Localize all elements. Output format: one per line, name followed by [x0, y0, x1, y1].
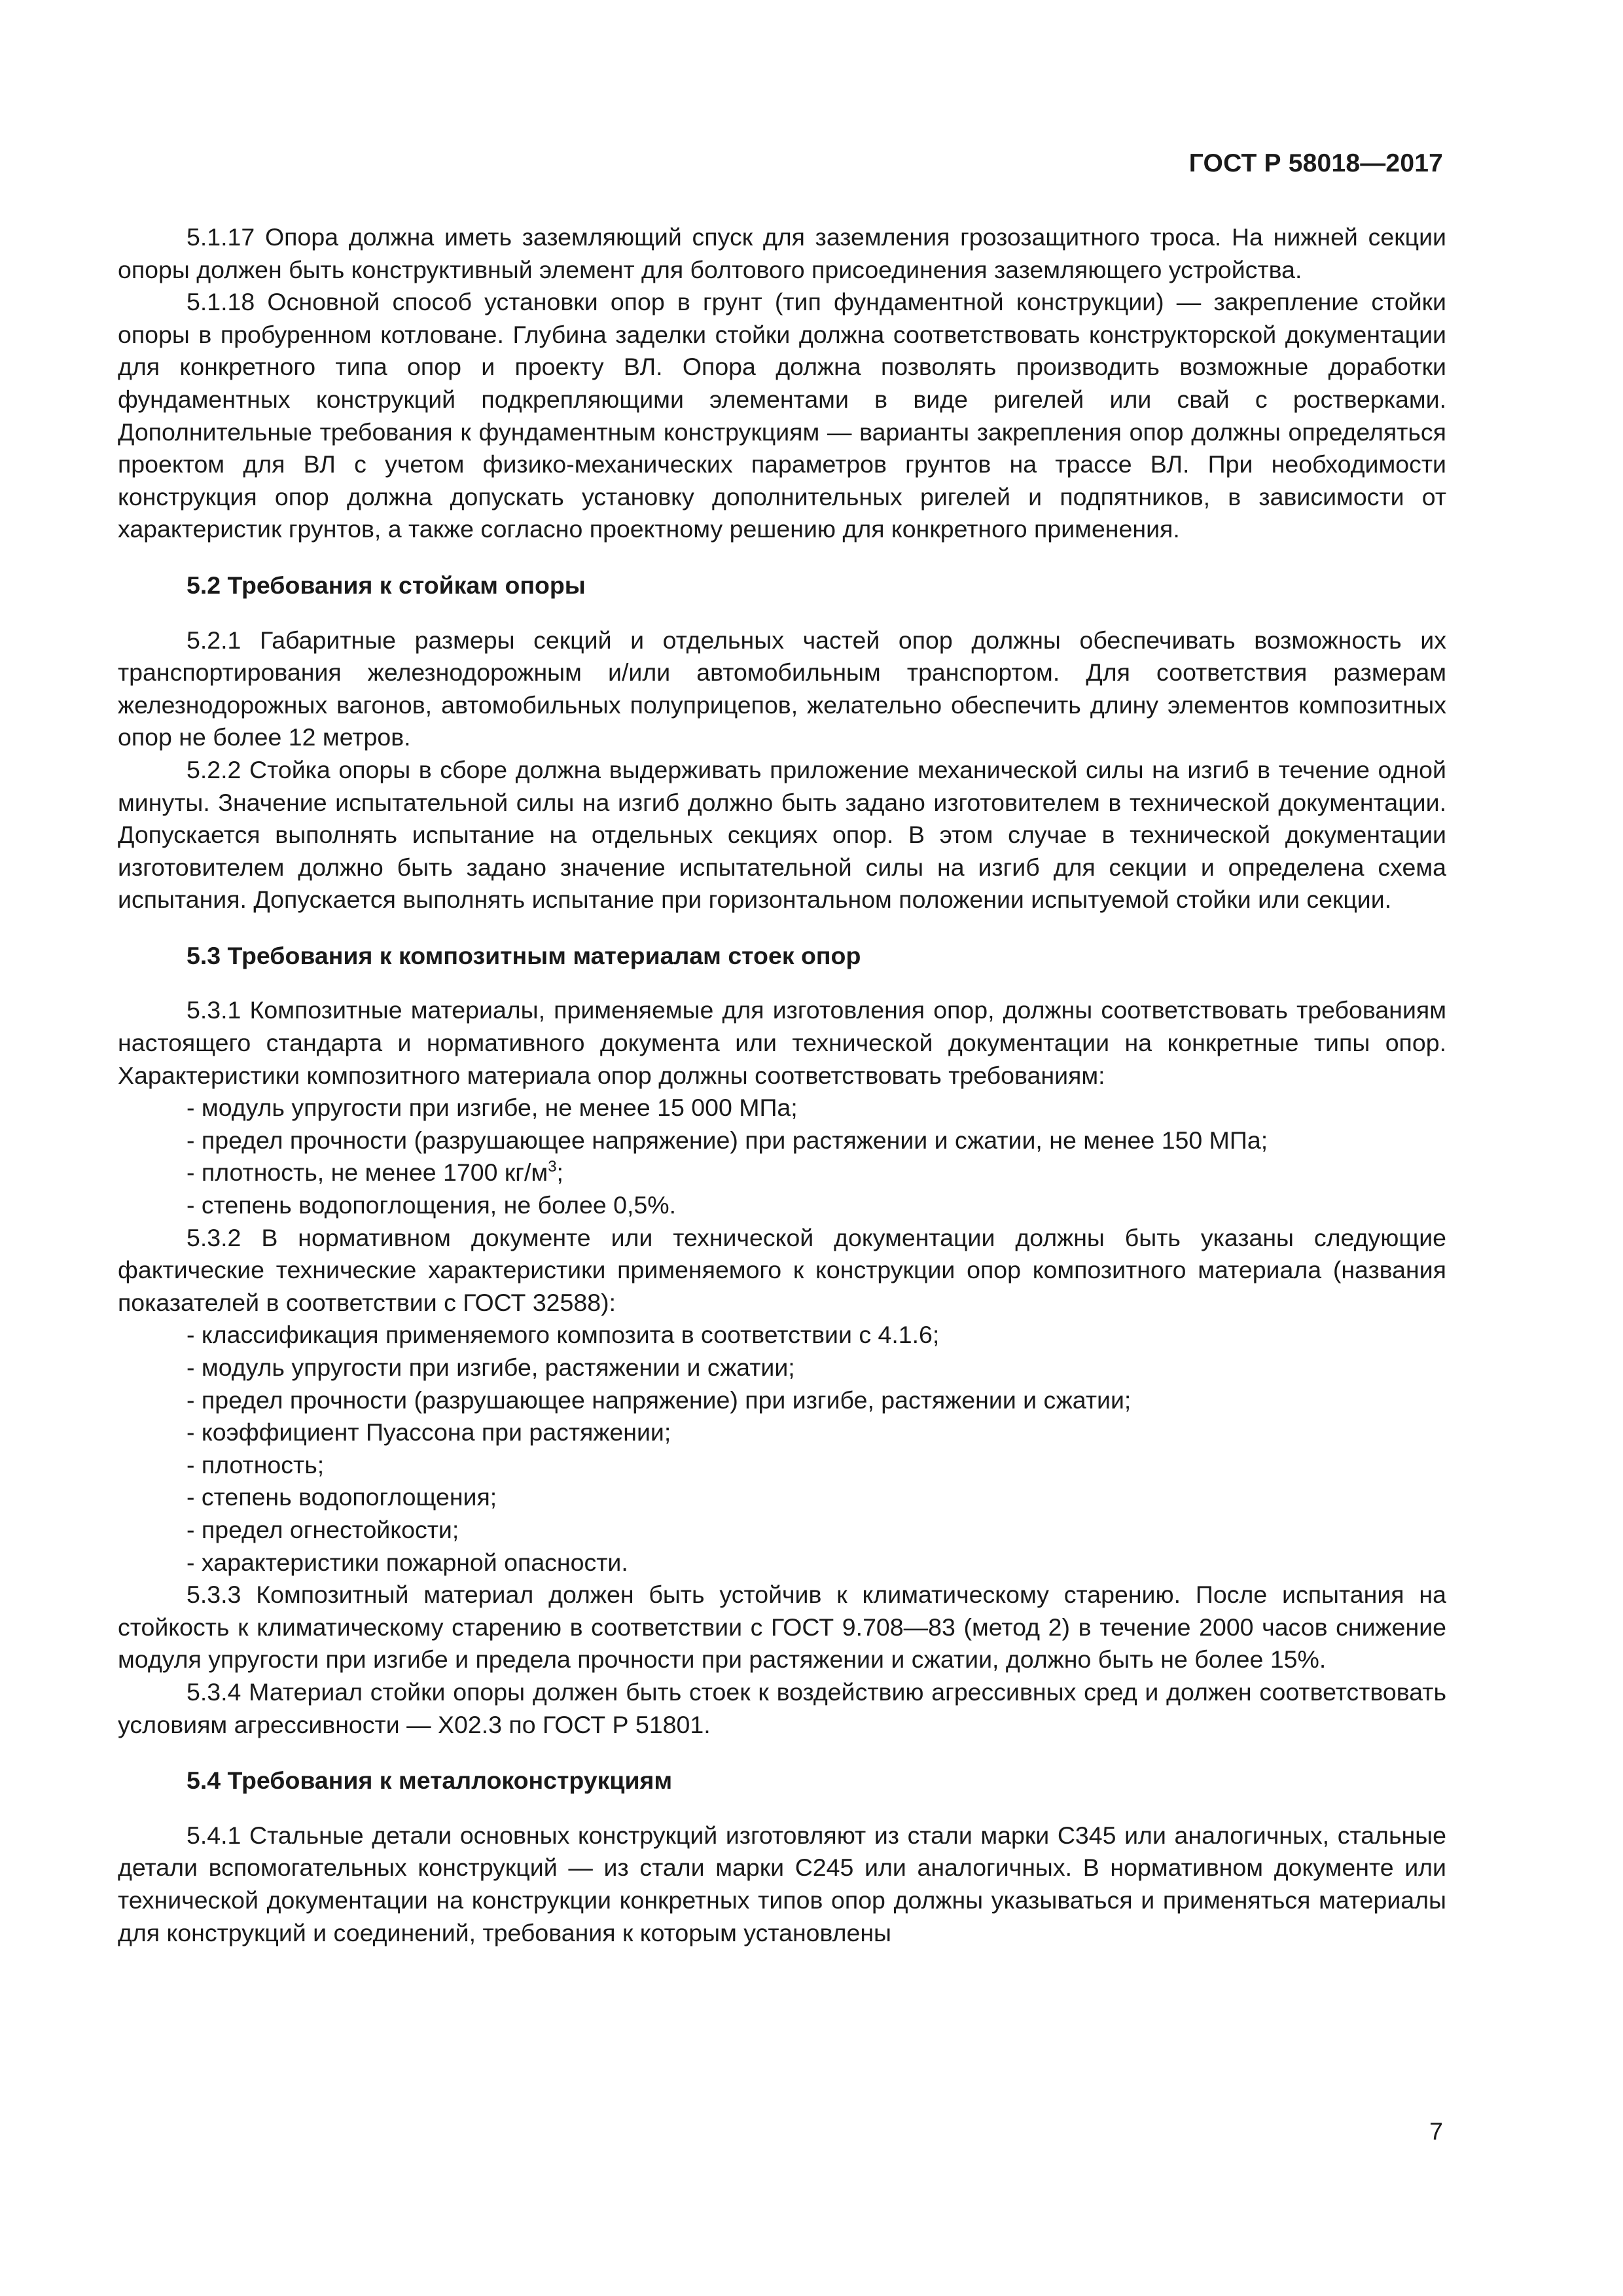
- list-item: - модуль упругости при изгибе, растяжении и сжатии;: [187, 1354, 795, 1381]
- list-item-density-tail: ;: [556, 1158, 563, 1187]
- list-item: - предел огнестойкости;: [187, 1515, 459, 1543]
- list-item: - характеристики пожарной опасности.: [187, 1548, 628, 1576]
- list-item: - классификация применяемого композита в соответствии с 4.1.6;: [187, 1321, 940, 1349]
- list-item: - плотность;: [187, 1450, 325, 1479]
- superscript: 3: [548, 1158, 557, 1176]
- list-item: - предел прочности (разрушающее напряжение) при растяжении и сжатии, не менее 150 МПа;: [187, 1126, 1268, 1154]
- list-item: - степень водопоглощения;: [187, 1483, 497, 1511]
- paragraph-5-2-1: 5.2.1 Габаритные размеры секций и отдельных частей опор должны обеспечивать возможность их транспортирования железнодорожным и/или автомобильным транспортом. Для соответствия размерам железнодорожных вагонов, автомобильных полуприцепов, желательно обеспечить длину элементов композитных опор не более 12 метров.: [118, 626, 1446, 751]
- section-heading-5-3: 5.3 Требования к композитным материалам стоек опор: [187, 941, 861, 969]
- list-item: - коэффициент Пуассона при растяжении;: [187, 1418, 671, 1446]
- paragraph-5-3-2: 5.3.2 В нормативном документе или технической документации должны быть указаны следующие фактические технические характеристики применяемого к конструкции опор композитного материала (названия показателей в соответствии с ГОСТ 32588):: [118, 1223, 1446, 1316]
- list-item: - предел прочности (разрушающее напряжение) при изгибе, растяжении и сжатии;: [187, 1386, 1132, 1414]
- paragraph-5-1-18: 5.1.18 Основной способ установки опор в грунт (тип фундаментной конструкции) — закрепление стойки опоры в пробуренном котловане. Глубина заделки стойки должна соответствовать конструкторской документации для конкретного типа опор и проекту ВЛ. Опора должна позволять производить возможные доработки фундаментных конструкций подкрепляющими элементами в виде ригелей или свай с ростверками. Дополнительные требования к фундаментным конструкциям — варианты закрепления опор должны определяться проектом для ВЛ с учетом физико-механических параметров грунтов на трассе ВЛ. При необходимости конструкция опор должна допускать установку дополнительных ригелей и подпятников, в зависимости от характеристик грунтов, а также согласно проектному решению для конкретного применения.: [118, 288, 1446, 543]
- paragraph-5-3-1: 5.3.1 Композитные материалы, применяемые для изготовления опор, должны соответствовать требованиям настоящего стандарта и нормативного документа или технической документации на конкретные типы опор. Характеристики композитного материала опор должны соответствовать требованиям:: [118, 996, 1446, 1089]
- section-heading-5-4: 5.4 Требования к металлоконструкциям: [187, 1767, 673, 1795]
- section-heading-5-2: 5.2 Требования к стойкам опоры: [187, 571, 586, 599]
- page-number: 7: [1429, 2117, 1443, 2145]
- document-header-standard: ГОСТ Р 58018—2017: [1188, 149, 1443, 177]
- document-body: [118, 221, 1446, 1949]
- list-item: - модуль упругости при изгибе, не менее 15 000 МПа;: [187, 1094, 798, 1122]
- list-item-density: [118, 1157, 1446, 1189]
- paragraph-5-4-1: 5.4.1 Стальные детали основных конструкций изготовляют из стали марки С345 или аналогичных, стальные детали вспомогательных конструкций — из стали марки С245 или аналогичных. В нормативном документе или технической документации на конструкции конкретных типов опор должны указываться и применяться материалы для конструкций и соединений, требования к которым установлены: [118, 1821, 1446, 1946]
- paragraph-5-1-17: 5.1.17 Опора должна иметь заземляющий спуск для заземления грозозащитного троса. На нижней секции опоры должен быть конструктивный элемент для болтового присоединения заземляющего устройства.: [118, 223, 1446, 283]
- list-item: - степень водопоглощения, не более 0,5%.: [187, 1191, 677, 1219]
- paragraph-5-3-3: 5.3.3 Композитный материал должен быть устойчив к климатическому старению. После испытания на стойкость к климатическому старению в соответствии с ГОСТ 9.708—83 (метод 2) в течение 2000 часов снижение модуля упругости при изгибе и предела прочности при растяжении и сжатии, должно быть не более 15%.: [118, 1581, 1446, 1674]
- paragraph-5-3-4: 5.3.4 Материал стойки опоры должен быть стоек к воздействию агрессивных сред и должен соответствовать условиям агрессивности — Х02.3 по ГОСТ Р 51801.: [118, 1677, 1446, 1738]
- list-item-density-text: - плотность, не менее 1700 кг/м: [187, 1158, 548, 1187]
- paragraph-5-2-2: 5.2.2 Стойка опоры в сборе должна выдерживать приложение механической силы на изгиб в течение одной минуты. Значение испытательной силы на изгиб должно быть задано изготовителем в технической документации. Допускается выполнять испытание на отдельных секциях опор. В этом случае в технической документации изготовителем должно быть задано значение испытательной силы на изгиб для секции и определена схема испытания. Допускается выполнять испытание при горизонтальном положении испытуемой стойки или секции.: [118, 755, 1446, 914]
